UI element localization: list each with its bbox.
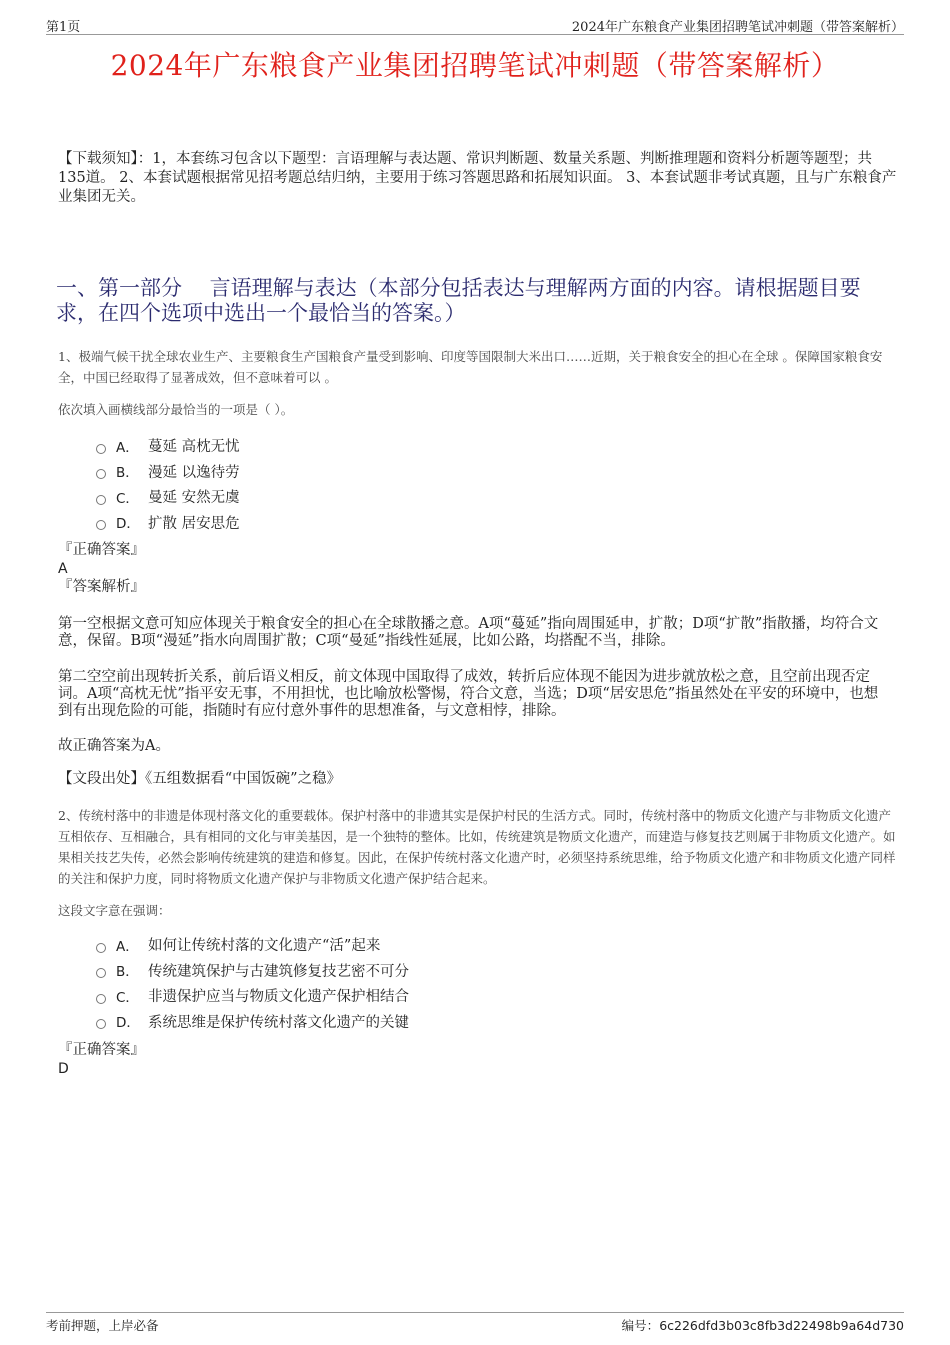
analysis-paragraph: 第一空根据文意可知应体现关于粮食安全的担心在全球散播之意。A项“蔓延”指向周围延申，扩散；D项“扩散”指散播，均符合文意，保留。B项“漫延”指水向周围扩散；C项“曼延”指线性延展，比如公路，均搭配不当，排除。 bbox=[58, 616, 879, 649]
analysis-label: 『答案解析』 bbox=[58, 579, 145, 595]
section-heading: 一、第一部分 言语理解与表达（本部分包括表达与理解两方面的内容。请根据题目要求，在四个选项中选出一个最恰当的答案。） bbox=[56, 276, 861, 325]
radio-icon[interactable] bbox=[96, 444, 106, 454]
option-text: 非遗保护应当与物质文化遗产保护相结合 bbox=[148, 989, 409, 1006]
question-1-answer bbox=[58, 542, 886, 596]
question-2-prompt: 这段文字意在强调： bbox=[58, 903, 171, 918]
option-text: 曼延 安然无虞 bbox=[148, 490, 240, 507]
question-1-text: 1、极端气候干扰全球农业生产、主要粮食生产国粮食产量受到影响、印度等国限制大米出口……近期，关于粮食安全的担心在全球 。保障国家粮食安全，中国已经取得了显著成效，但不意味着可以 。 bbox=[58, 349, 883, 385]
option-text: 蔓延 高枕无忧 bbox=[148, 439, 240, 456]
question-1-option-a[interactable]: A． 蔓延 高枕无忧 bbox=[96, 433, 696, 459]
header-doc-title: 2024年广东粮食产业集团招聘笔试冲刺题（带答案解析） bbox=[571, 20, 904, 35]
option-text: 扩散 居安思危 bbox=[148, 515, 240, 532]
download-notice: 【下载须知】：1，本套练习包含以下题型：言语理解与表达题、常识判断题、数量关系题、判断推理题和资料分析题等题型；共135道。 2、本套试题根据常见招考题总结归纳，主要用于练习答题思路和拓展知识面。 3、本套试题非考试真题，且与广东粮食产业集团无关。 bbox=[58, 151, 897, 205]
option-text: 漫延 以逸待劳 bbox=[148, 464, 240, 481]
passage-source: 【文段出处】《五组数据看“中国饭碗”之稳》 bbox=[58, 771, 342, 787]
answer-label: 『正确答案』 bbox=[58, 542, 145, 558]
question-1-options bbox=[96, 433, 696, 535]
question-2-option-a[interactable]: A． 如何让传统村落的文化遗产“活”起来 bbox=[96, 932, 696, 958]
question-1-option-c[interactable]: C． 曼延 安然无虞 bbox=[96, 484, 696, 510]
option-text: 传统建筑保护与古建筑修复技艺密不可分 bbox=[148, 963, 409, 980]
radio-icon[interactable] bbox=[96, 943, 106, 953]
footer-slogan: 考前押题，上岸必备 bbox=[46, 1318, 159, 1333]
answer-value: D bbox=[58, 1060, 69, 1077]
document-title: 2024年广东粮食产业集团招聘笔试冲刺题（带答案解析） bbox=[110, 49, 840, 82]
question-1-option-d[interactable]: D． 扩散 居安思危 bbox=[96, 510, 696, 536]
question-1-option-b[interactable]: B． 漫延 以逸待劳 bbox=[96, 459, 696, 485]
question-2-option-b[interactable]: B． 传统建筑保护与古建筑修复技艺密不可分 bbox=[96, 958, 696, 984]
option-text: 如何让传统村落的文化遗产“活”起来 bbox=[148, 938, 381, 955]
page-number: 第1页 bbox=[46, 20, 81, 35]
analysis-conclusion: 故正确答案为A。 bbox=[58, 738, 170, 754]
analysis-paragraph: 第二空空前出现转折关系，前后语义相反，前文体现中国取得了成效，转折后应体现不能因为进步就放松之意，且空前出现否定词。A项“高枕无忧”指平安无事，不用担忧，也比喻放松警惕，符合文意，当选；D项“居安思危”指虽然处在平安的环境中，也想到有出现危险的可能，指随时有应付意外事件的思想准备，与文意相悖，排除。 bbox=[58, 669, 879, 719]
question-2-option-c[interactable]: C． 非遗保护应当与物质文化遗产保护相结合 bbox=[96, 983, 696, 1009]
code-value: 6c226dfd3b03c8fb3d22498b9a64d730 bbox=[659, 1318, 904, 1333]
question-1-prompt: 依次填入画横线部分最恰当的一项是（ ）。 bbox=[58, 402, 294, 417]
page-header bbox=[46, 14, 904, 35]
radio-icon[interactable] bbox=[96, 520, 106, 530]
radio-icon[interactable] bbox=[96, 994, 106, 1004]
radio-icon[interactable] bbox=[96, 495, 106, 505]
answer-value: A bbox=[58, 560, 68, 577]
document-code bbox=[622, 1316, 904, 1334]
answer-label: 『正确答案』 bbox=[58, 1042, 145, 1058]
radio-icon[interactable] bbox=[96, 968, 106, 978]
question-2-option-d[interactable]: D． 系统思维是保护传统村落文化遗产的关键 bbox=[96, 1009, 696, 1035]
question-2-answer bbox=[58, 1042, 886, 1077]
radio-icon[interactable] bbox=[96, 469, 106, 479]
option-text: 系统思维是保护传统村落文化遗产的关键 bbox=[148, 1014, 409, 1031]
page-footer bbox=[46, 1312, 904, 1333]
question-2-options bbox=[96, 932, 696, 1034]
question-2-text: 2、传统村落中的非遗是体现村落文化的重要载体。保护村落中的非遗其实是保护村民的生活方式。同时，传统村落中的物质文化遗产与非物质文化遗产互相依存、互相融合，具有相同的文化与审美基因，是一个独特的整体。比如，传统建筑是物质文化遗产，而建造与修复技艺则属于非物质文化遗产。如果相关技艺失传，必然会影响传统建筑的建造和修复。因此，在保护传统村落文化遗产时，必须坚持系统思维，给予物质文化遗产和非物质文化遗产同样的关注和保护力度，同时将物质文化遗产保护与非物质文化遗产保护结合起来。 bbox=[58, 808, 896, 886]
radio-icon[interactable] bbox=[96, 1019, 106, 1029]
code-label: 编号： bbox=[621, 1318, 660, 1333]
